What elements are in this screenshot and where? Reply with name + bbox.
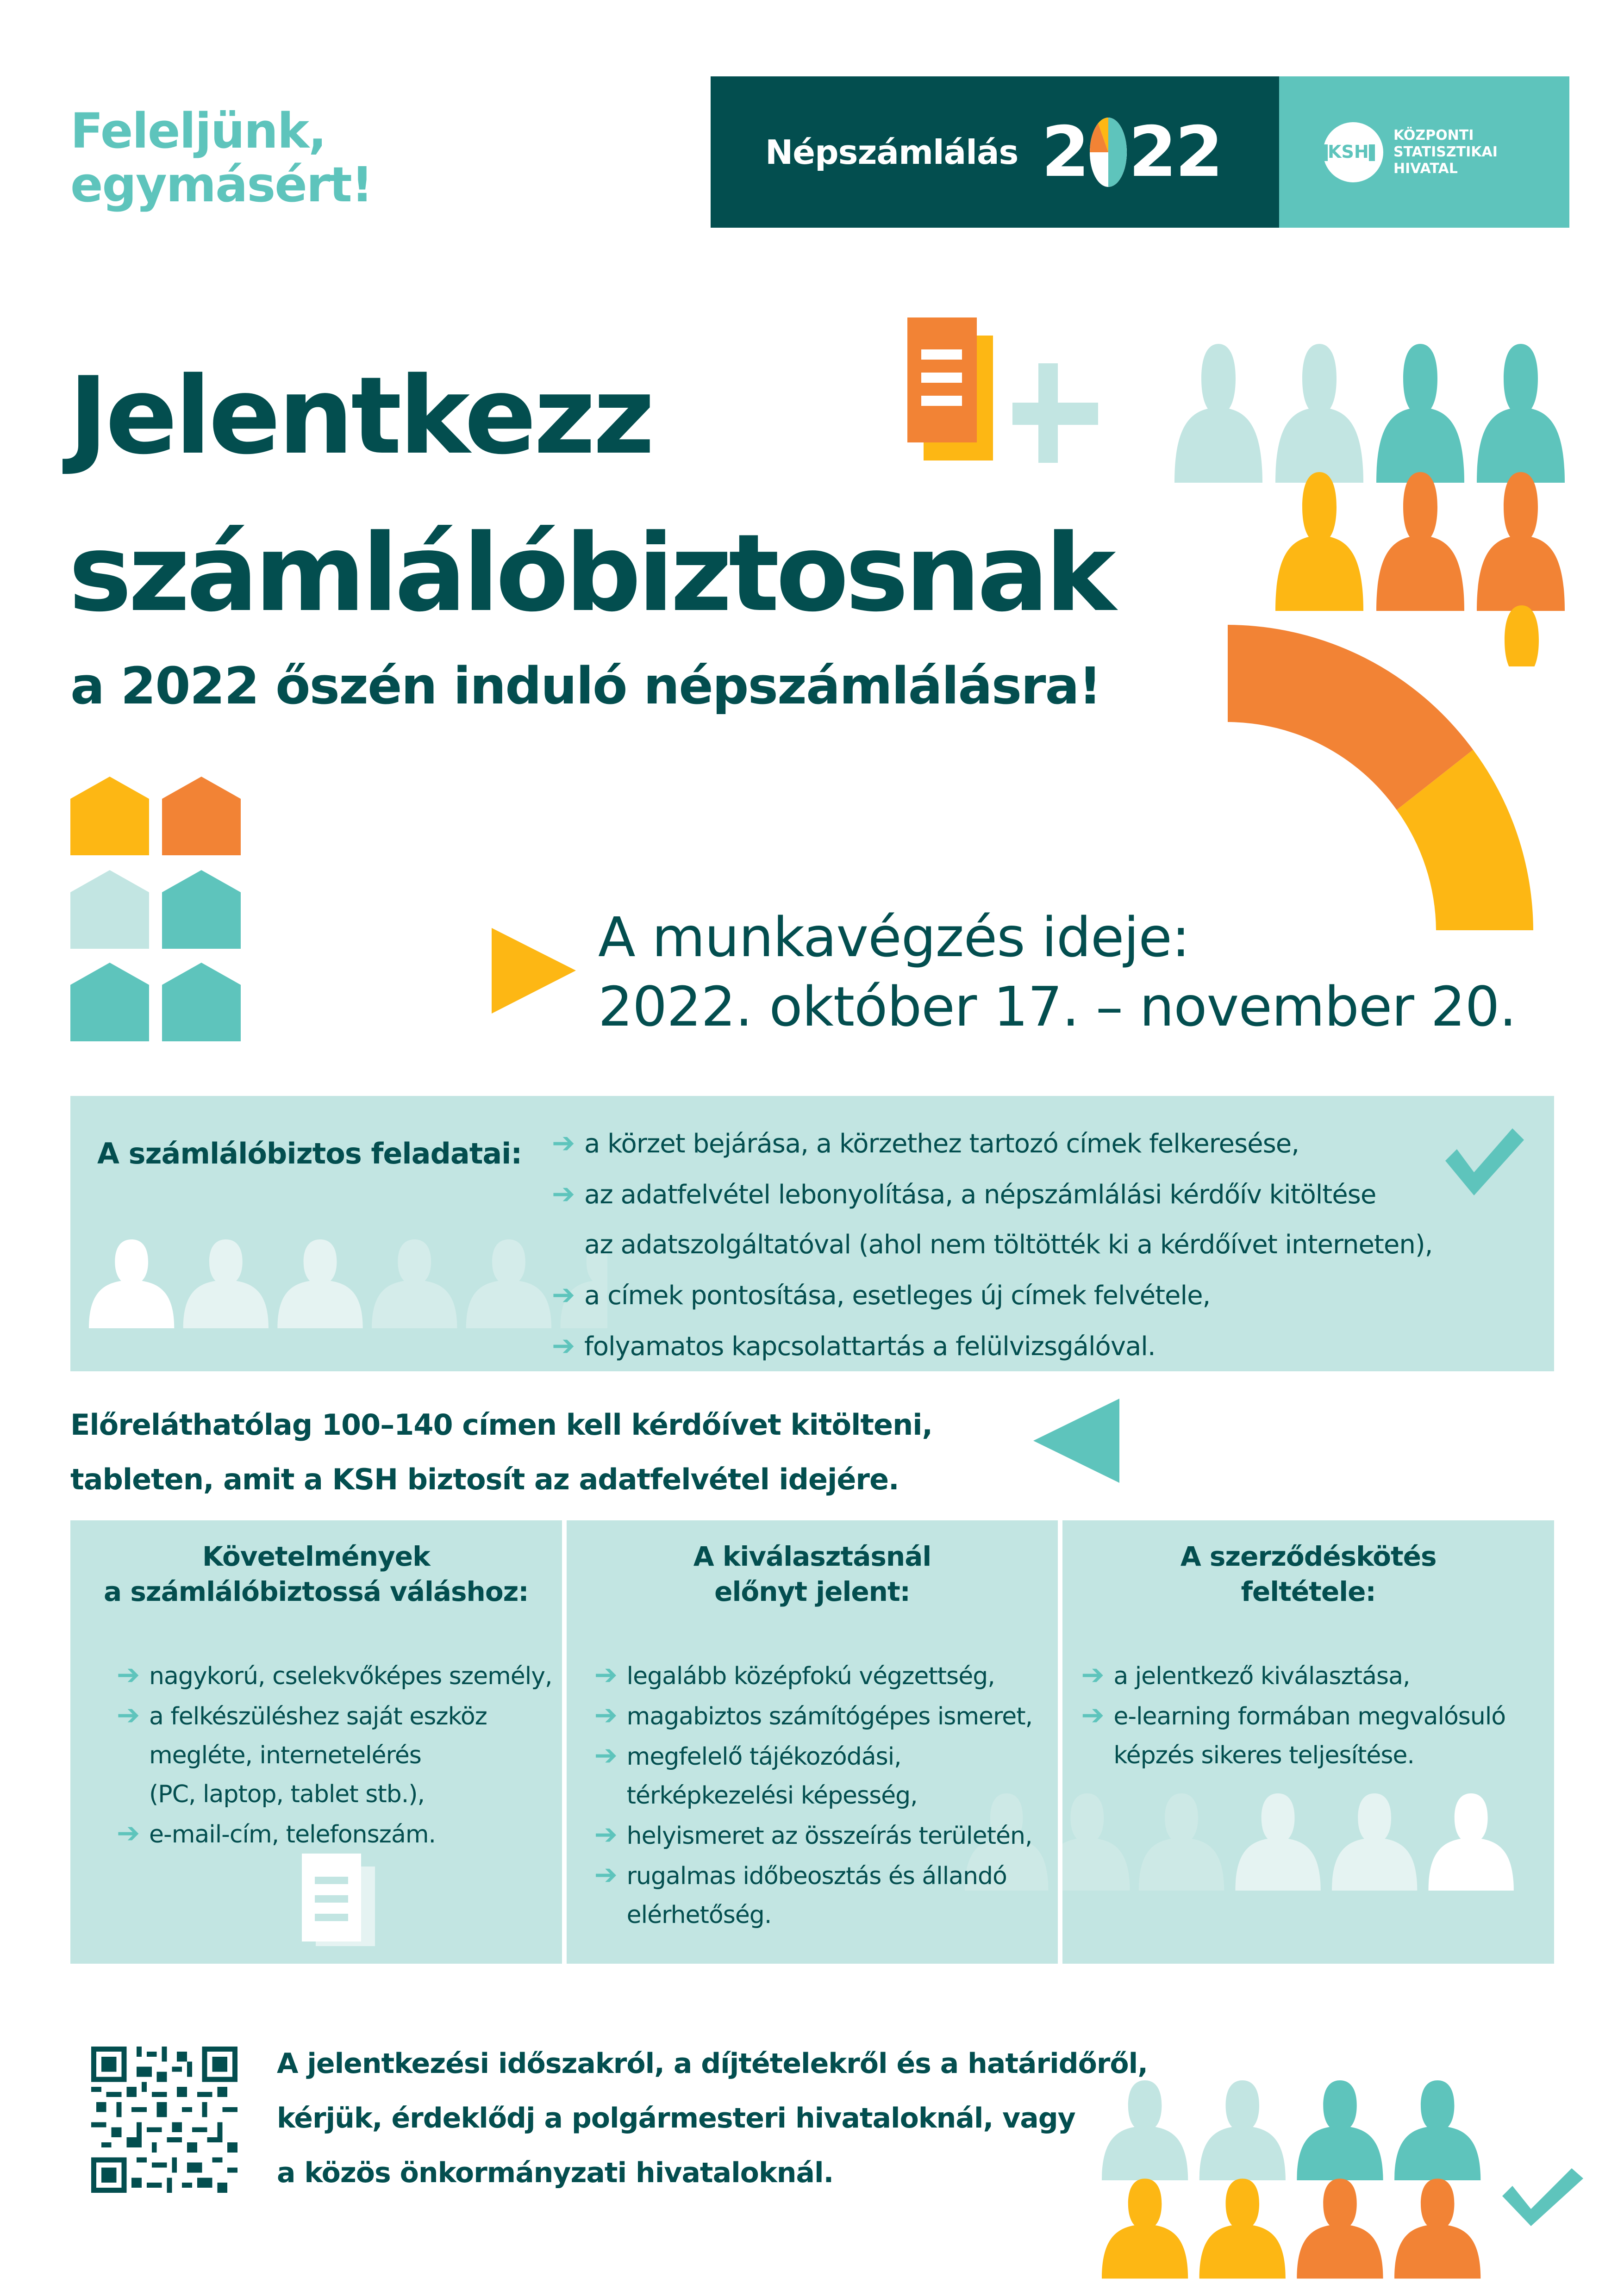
requirements-list (70, 1655, 562, 1854)
footer-info (277, 2036, 1148, 2200)
headline-line2: számlálóbiztosnak (69, 512, 1112, 635)
headline-subtitle: a 2022 őszén induló népszámlálásra! (70, 656, 1101, 716)
arrow-right-icon: ➔ (552, 1279, 575, 1311)
checkmark-icon (1445, 1128, 1524, 1198)
house-icon (162, 870, 241, 949)
checkmark-icon (1502, 2168, 1583, 2226)
headline-line1: Jelentkezz (69, 355, 652, 478)
contract-column (1062, 1520, 1554, 1964)
advantage-item: ➔ helyismeret az összeírás területén, (627, 1815, 1058, 1855)
requirement-item: ➔ nagykorú, cselekvőképes személy, (149, 1655, 562, 1696)
faded-people-decoration (1062, 1793, 1544, 1893)
advantage-item: ➔ megfelelő tájékozódási, térképkezelési képesség, (627, 1736, 1058, 1815)
arrow-right-icon: ➔ (117, 1699, 140, 1731)
footer-line1: A jelentkezési időszakról, a díjtételekről és a határidőről, (277, 2047, 1148, 2080)
arrow-right-icon: ➔ (594, 1859, 617, 1891)
advantages-list (567, 1655, 1058, 1935)
work-period (598, 902, 1516, 1041)
advantage-item: ➔ magabiztos számítógépes ismeret, (627, 1696, 1058, 1736)
tablet-note (70, 1398, 932, 1507)
tablet-note-line1: Előreláthatólag 100–140 címen kell kérdőívet kitölteni, (70, 1408, 933, 1442)
tasks-title: A számlálóbiztos feladatai: (97, 1137, 522, 1170)
footer-line3: a közös önkormányzati hivataloknál. (277, 2157, 834, 2189)
contract-item: ➔ a jelentkező kiválasztása, (1113, 1655, 1554, 1696)
arrow-right-icon: ➔ (594, 1739, 617, 1772)
person-icons-row1 (1174, 344, 1565, 483)
tasks-panel (70, 1096, 1554, 1371)
census-title: Népszámlálás (765, 132, 1018, 172)
arrow-right-icon: ➔ (594, 1699, 617, 1731)
advantages-title: A kiválasztásnál előnyt jelent: (693, 1541, 931, 1607)
play-triangle-icon (492, 928, 577, 1014)
quarter-ring-decoration (1228, 625, 1533, 930)
requirement-item: ➔ e-mail-cím, telefonszám. (149, 1814, 562, 1854)
arrow-right-icon: ➔ (1081, 1699, 1104, 1731)
plus-icon (1012, 363, 1098, 463)
task-item: ➔ a körzet bejárása, a körzethez tartozó címek felkeresése, (584, 1118, 1432, 1169)
task-item: ➔ folyamatos kapcsolattartás a felülvizsgálóval. (584, 1321, 1432, 1372)
house-icon (70, 963, 149, 1041)
slogan-line1: Feleljünk, (70, 103, 326, 159)
advantage-item: ➔ legalább középfokú végzettség, (627, 1655, 1058, 1696)
faded-people-decoration (89, 1239, 607, 1364)
arrow-right-icon: ➔ (117, 1659, 140, 1691)
arrow-right-icon: ➔ (594, 1818, 617, 1851)
tablet-note-line2: tableten, amit a KSH biztosít az adatfelvétel idejére. (70, 1462, 899, 1496)
contract-list (1062, 1655, 1554, 1775)
ksh-logo-block (1279, 76, 1569, 228)
document-icon (302, 1854, 376, 1946)
arrow-right-icon: ➔ (117, 1817, 140, 1849)
task-item-continuation: az adatszolgáltatóval (ahol nem töltötték ki a kérdőívet interneten), (584, 1230, 1433, 1260)
house-icon (70, 777, 149, 855)
task-item: ➔ a címek pontosítása, esetleges új címek felvétele, (584, 1270, 1432, 1321)
arrow-right-icon: ➔ (1081, 1659, 1104, 1691)
work-period-dates: 2022. október 17. – november 20. (598, 975, 1517, 1039)
slogan-line2: egymásért! (70, 156, 373, 213)
footer-line2: kérjük, érdeklődj a polgármesteri hivataloknál, vagy (277, 2102, 1075, 2134)
arrow-right-icon: ➔ (552, 1178, 575, 1210)
person-icons-row2 (1275, 472, 1565, 611)
ksh-logo-icon: KSH (1323, 122, 1383, 182)
criteria-columns (70, 1520, 1554, 1964)
arrow-right-icon: ➔ (594, 1659, 617, 1691)
house-icon (162, 963, 241, 1041)
task-item: ➔ az adatfelvétel lebonyolítása, a népszámlálási kérdőív kitöltése (584, 1169, 1432, 1220)
pie-zero-icon (1090, 118, 1127, 187)
slogan (70, 104, 372, 212)
left-triangle-icon (1033, 1399, 1119, 1483)
requirement-item: ➔ a felkészüléshez saját eszköz megléte, internetelérés (PC, laptop, tablet stb.), (149, 1696, 562, 1814)
work-period-label: A munkavégzés ideje: (598, 905, 1190, 969)
census-banner (711, 76, 1279, 228)
house-icon (162, 777, 241, 855)
qr-code[interactable] (91, 2045, 237, 2195)
requirements-title: Követelmények a számlálóbiztossá váláshoz: (104, 1541, 529, 1607)
document-icon (907, 317, 993, 460)
contract-item: ➔ e-learning formában megvalósuló képzés sikeres teljesítése. (1113, 1696, 1554, 1775)
house-icon (70, 870, 149, 949)
ksh-org-name: KÖZPONTI STATISZTIKAI HIVATAL (1393, 127, 1498, 177)
advantages-column (567, 1520, 1058, 1964)
census-year: 2 22 (1041, 112, 1222, 193)
tasks-list (552, 1118, 1433, 1372)
contract-title: A szerződéskötés feltétele: (1180, 1541, 1437, 1607)
arrow-right-icon: ➔ (552, 1330, 575, 1362)
requirements-column (70, 1520, 562, 1964)
houses-illustration (70, 772, 246, 1043)
arrow-right-icon: ➔ (552, 1127, 575, 1159)
advantage-item: ➔ rugalmas időbeosztás és állandó elérhetőség. (627, 1855, 1058, 1935)
